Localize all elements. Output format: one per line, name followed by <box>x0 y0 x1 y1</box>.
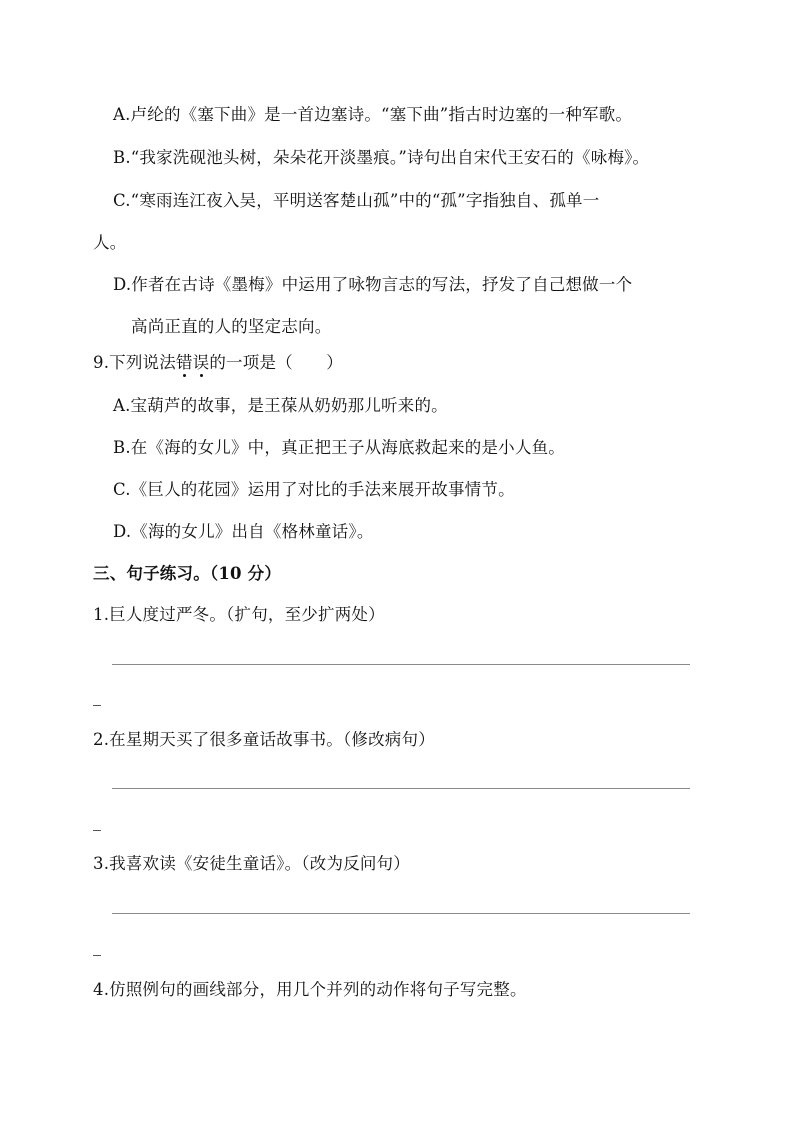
answer-line-3-end <box>93 955 101 956</box>
emphasis-char: 错 <box>175 353 193 372</box>
section-3-heading: 三、句子练习。（10 分） <box>93 564 282 583</box>
answer-line-1-end <box>93 705 101 706</box>
q8-option-d: D.作者在古诗《墨梅》中运用了咏物言志的写法，抒发了自己想做一个 <box>113 275 633 294</box>
answer-line-1[interactable] <box>112 664 690 665</box>
sentence-question-4: 4.仿照例句的画线部分，用几个并列的动作将句子写完整。 <box>93 980 527 999</box>
q9-option-c: C.《巨人的花园》运用了对比的手法来展开故事情节。 <box>113 480 515 499</box>
question-9-prefix: 9.下列说法 <box>93 353 176 372</box>
q8-option-a: A.卢纶的《塞下曲》是一首边塞诗。“塞下曲”指古时边塞的一种军歌。 <box>113 105 633 124</box>
q9-option-d: D.《海的女儿》出自《格林童话》。 <box>113 522 374 541</box>
answer-line-3[interactable] <box>112 913 690 914</box>
q8-option-d-continued: 高尚正直的人的坚定志向。 <box>131 317 332 336</box>
sentence-question-3: 3.我喜欢读《安徒生童话》。（改为反问句） <box>93 854 410 873</box>
answer-line-2[interactable] <box>112 788 690 789</box>
sentence-question-1: 1.巨人度过严冬。（扩句，至少扩两处） <box>93 605 385 624</box>
q8-option-b: B.“我家洗砚池头树，朵朵花开淡墨痕。”诗句出自宋代王安石的《咏梅》。 <box>113 148 650 167</box>
question-9-suffix: 的一项是（ ） <box>209 353 343 372</box>
emphasis-char: 误 <box>192 353 210 372</box>
q9-option-b: B.在《海的女儿》中，真正把王子从海底救起来的是小人鱼。 <box>113 438 565 457</box>
answer-line-2-end <box>93 830 101 831</box>
q8-option-c: C.“寒雨连江夜入吴，平明送客楚山孤”中的“孤”字指独自、孤单一 <box>113 191 600 210</box>
question-9-stem <box>93 352 343 374</box>
sentence-question-2: 2.在星期天买了很多童话故事书。（修改病句） <box>93 730 435 749</box>
q8-option-c-continued: 人。 <box>93 233 127 252</box>
q9-option-a: A.宝葫芦的故事，是王葆从奶奶那儿听来的。 <box>113 396 448 415</box>
